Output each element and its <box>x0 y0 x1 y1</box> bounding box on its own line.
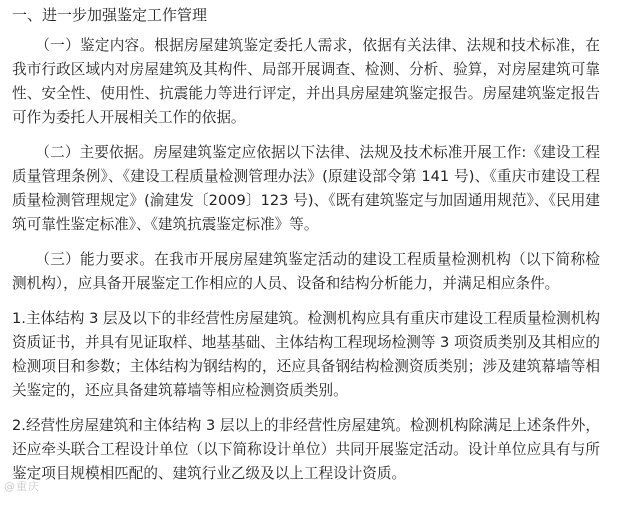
paragraph-item-1: 1.主体结构 3 层及以下的非经营性房屋建筑。检测机构应具有重庆市建设工程质量检测机构资质证书，并具有见证取样、地基基础、主体结构工程现场检测等 3 项资质类别及其相应的检测项目和参数；主体结构为钢结构的，还应具备钢结构检测资质类别；涉及建筑幕墙等相关鉴定的，还应具备建筑幕墙等相应检测资质类别。 <box>12 310 600 399</box>
section-heading: 一、进一步加强鉴定工作管理 <box>12 6 208 24</box>
paragraph-inspection-content: （一）鉴定内容。根据房屋建筑鉴定委托人需求，依据有关法律、法规和技术标准，在我市行政区域内对房屋建筑及其构件、局部开展调查、检测、分析、验算，对房屋建筑可靠性、安全性、使用性、抗震能力等进行评定，并出具房屋建筑鉴定报告。房屋建筑鉴定报告可作为委托人开展相关工作的依据。 <box>12 37 600 126</box>
paragraph-capability-requirements: （三）能力要求。在我市开展房屋建筑鉴定活动的建设工程质量检测机构（以下简称检测机构），应具备开展鉴定工作相应的人员、设备和结构分析能力，并满足相应条件。 <box>12 251 600 292</box>
paragraph-item-2: 2.经营性房屋建筑和主体结构 3 层以上的非经营性房屋建筑。检测机构除满足上述条件外，还应牵头联合工程设计单位（以下简称设计单位）共同开展鉴定活动。设计单位应具有与所鉴定项目规模相匹配的、建筑行业乙级及以上工程设计资质。 <box>12 417 600 482</box>
watermark: @重庆 <box>4 480 40 493</box>
paragraph-main-basis: （二）主要依据。房屋建筑鉴定应依据以下法律、法规及技术标准开展工作:《建设工程质量管理条例》、《建设工程质量检测管理办法》(原建设部令第 141 号)、《重庆市建设工程质量检测管理规定》(渝建发〔2009〕123 号)、《既有建筑鉴定与加固通用规范》、《民用建筑可靠性鉴定标准》、《建筑抗震鉴定标准》等。 <box>12 144 600 233</box>
